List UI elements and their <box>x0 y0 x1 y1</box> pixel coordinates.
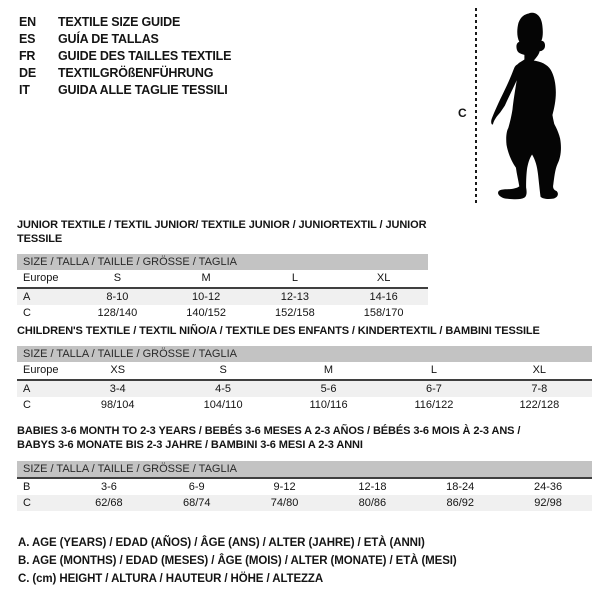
table-cell: 92/98 <box>534 497 562 509</box>
legend-line-b: B. AGE (MONTHS) / EDAD (MESES) / ÂGE (MOIS) / ALTER (MONATE) / ETÀ (MESI) <box>18 555 457 567</box>
language-title-list <box>19 13 231 98</box>
table-cell: 7-8 <box>531 383 548 395</box>
column-header: L <box>291 272 298 284</box>
table-cell: 74/80 <box>270 497 299 509</box>
column-header: XS <box>110 364 126 376</box>
legend-line-a: A. AGE (YEARS) / EDAD (AÑOS) / ÂGE (ANS) / ALTER (JAHRE) / ETÀ (ANNI) <box>18 537 425 549</box>
column-header: S <box>113 272 122 284</box>
language-code: EN <box>19 14 36 29</box>
language-row-de <box>19 64 231 81</box>
region-label: Europe <box>23 272 59 284</box>
row-label: C <box>23 497 31 509</box>
language-row-fr <box>19 47 231 64</box>
legend-line-c: C. (cm) HEIGHT / ALTURA / HAUTEUR / HÖHE / ALTEZZA <box>18 573 324 585</box>
table-cell: 158/170 <box>363 307 404 319</box>
language-row-en <box>19 13 231 30</box>
column-header: XL <box>376 272 391 284</box>
language-row-it <box>19 81 231 98</box>
table-cell: 18-24 <box>446 481 475 493</box>
table-row <box>17 289 428 305</box>
table-row <box>17 479 592 495</box>
table-cell: 80/86 <box>358 497 387 509</box>
column-header: M <box>201 272 211 284</box>
table-cell: 140/152 <box>186 307 226 319</box>
table-cell: 9-12 <box>273 481 296 493</box>
junior-size-table <box>17 218 428 321</box>
language-row-es <box>19 30 231 47</box>
language-label: TEXTILGRÖßENFÜHRUNG <box>58 65 214 80</box>
language-code: DE <box>19 65 36 80</box>
size-header-bar: SIZE / TALLA / TAILLE / GRÖSSE / TAGLIA <box>17 346 592 362</box>
table-row <box>17 397 592 413</box>
language-label: GUIDE DES TAILLES TEXTILE <box>58 48 232 63</box>
table-cell: 6-9 <box>188 481 205 493</box>
language-label: TEXTILE SIZE GUIDE <box>58 14 181 29</box>
table-cell: 62/68 <box>95 497 123 509</box>
size-header-bar: SIZE / TALLA / TAILLE / GRÖSSE / TAGLIA <box>17 461 592 479</box>
table-cell: 10-12 <box>192 291 221 303</box>
babies-size-table <box>17 424 592 511</box>
table-cell: 116/122 <box>414 399 454 411</box>
language-label: GUIDA ALLE TAGLIE TESSILI <box>58 82 228 97</box>
column-header: L <box>430 364 437 376</box>
table-cell: 128/140 <box>97 307 138 319</box>
table-cell: 3-6 <box>100 481 117 493</box>
table-title: JUNIOR TEXTILE / TEXTIL JUNIOR/ TEXTILE JUNIOR / JUNIORTEXTIL / JUNIOR TESSILE <box>17 219 427 245</box>
table-cell: 98/104 <box>100 399 135 411</box>
row-label: B <box>23 481 31 493</box>
row-label: C <box>23 399 31 411</box>
row-label: A <box>23 291 31 303</box>
table-row <box>17 305 428 321</box>
table-cell: 4-5 <box>215 383 232 395</box>
size-header-bar: SIZE / TALLA / TAILLE / GRÖSSE / TAGLIA <box>17 254 428 270</box>
row-label: A <box>23 383 31 395</box>
children-size-table <box>17 324 592 413</box>
language-code: ES <box>19 31 36 46</box>
height-measure-dashed-line <box>475 8 477 206</box>
table-cell: 24-36 <box>533 481 563 493</box>
table-title: BABIES 3-6 MONTH TO 2-3 YEARS / BEBÉS 3-6 MESES A 2-3 AÑOS / BÉBÉS 3-6 MOIS À 2-3 ANS / BABYS 3-6 MONATE BIS 2-3 JAHRE / BAMBINI 3-6 MESI A 2-3 ANNI <box>17 425 521 451</box>
table-cell: 14-16 <box>369 291 398 303</box>
column-header: S <box>219 364 227 376</box>
table-row <box>17 381 592 397</box>
table-cell: 68/74 <box>182 497 211 509</box>
table-cell: 122/128 <box>519 399 560 411</box>
table-title: CHILDREN'S TEXTILE / TEXTIL NIÑO/A / TEXTILE DES ENFANTS / KINDERTEXTIL / BAMBINI TESSILE <box>17 325 540 337</box>
language-code: FR <box>19 48 36 63</box>
table-cell: 104/110 <box>203 399 243 411</box>
table-cell: 3-4 <box>109 383 126 395</box>
height-measure-label: C <box>458 106 467 120</box>
table-cell: 110/116 <box>309 399 348 411</box>
table-cell: 8-10 <box>106 291 129 303</box>
table-row <box>17 495 592 511</box>
table-cell: 12-13 <box>280 291 309 303</box>
table-cell: 12-18 <box>358 481 387 493</box>
measurement-legend <box>18 534 457 588</box>
toddler-silhouette-icon <box>487 6 589 208</box>
column-header-row <box>17 362 592 381</box>
table-cell: 152/158 <box>274 307 315 319</box>
language-label: GUÍA DE TALLAS <box>58 31 159 46</box>
region-label: Europe <box>23 364 59 376</box>
table-cell: 6-7 <box>425 383 442 395</box>
column-header-row <box>17 270 428 289</box>
table-cell: 86/92 <box>446 497 474 509</box>
column-header: XL <box>532 364 547 376</box>
row-label: C <box>23 307 31 319</box>
table-cell: 5-6 <box>320 383 337 395</box>
column-header: M <box>323 364 334 376</box>
language-code: IT <box>19 82 30 97</box>
